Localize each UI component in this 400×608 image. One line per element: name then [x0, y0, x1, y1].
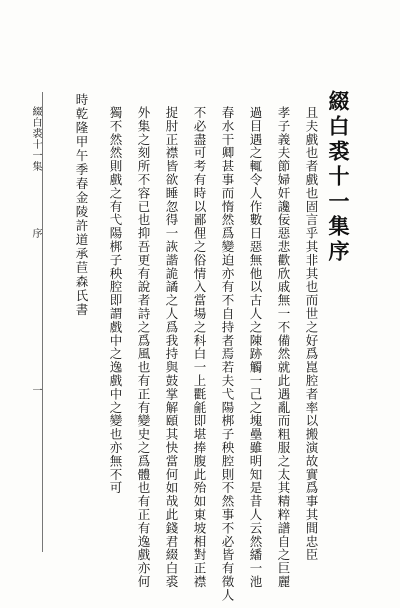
page-number: 一	[30, 385, 41, 395]
body-line-3: 過目遇之輒令人作數日惡無他以古人之陳跡觸一己之塊壘雖明知是昔人云然繙一池	[248, 106, 263, 589]
preface-title: 綴白裘十一集序	[326, 90, 351, 265]
margin-rule	[42, 92, 43, 552]
body-line-6: 捉肘正襟皆欲睡忽得一詼諧詭譎之人爲我持與鼓掌解頤其快當何如哉此錢君綴白裘	[164, 106, 179, 589]
body-line-8: 獨不然然則戲之有弋陽梆子秧腔即謂戲中之逸戲中之變也亦無不可	[108, 106, 123, 495]
body-line-4: 春水干卿甚事而惰然爲變迫亦有不自持者焉若夫弋陽梆子秧腔則不然事不必皆有徵人	[220, 106, 235, 602]
body-line-2: 孝子義夫節婦奸讒佞惡悲歡欣戚無一不備然就此遇亂而粗服之太其精粹譜自之巨麗	[276, 106, 291, 589]
body-line-7: 外集之刻所不容已也抑吾更有說者詩之爲風也有正有變史之爲體也有正有逸戲亦何	[136, 106, 151, 589]
body-line-5: 不必盡可考有時以鄙俚之俗情入當場之科白一上氍毹即堪捧腹此殆如東坡相對正襟	[192, 106, 207, 589]
running-head-title: 綴白裘十一集	[30, 106, 41, 172]
signature-line: 時乾隆甲午季春金陵許道承苣森氏書	[74, 93, 89, 317]
running-head-section: 序	[30, 228, 41, 238]
body-line-1: 且夫戲也者戲也固言乎其非其也而世之好爲崑腔者率以搬演故實爲事其間忠臣	[304, 106, 319, 562]
